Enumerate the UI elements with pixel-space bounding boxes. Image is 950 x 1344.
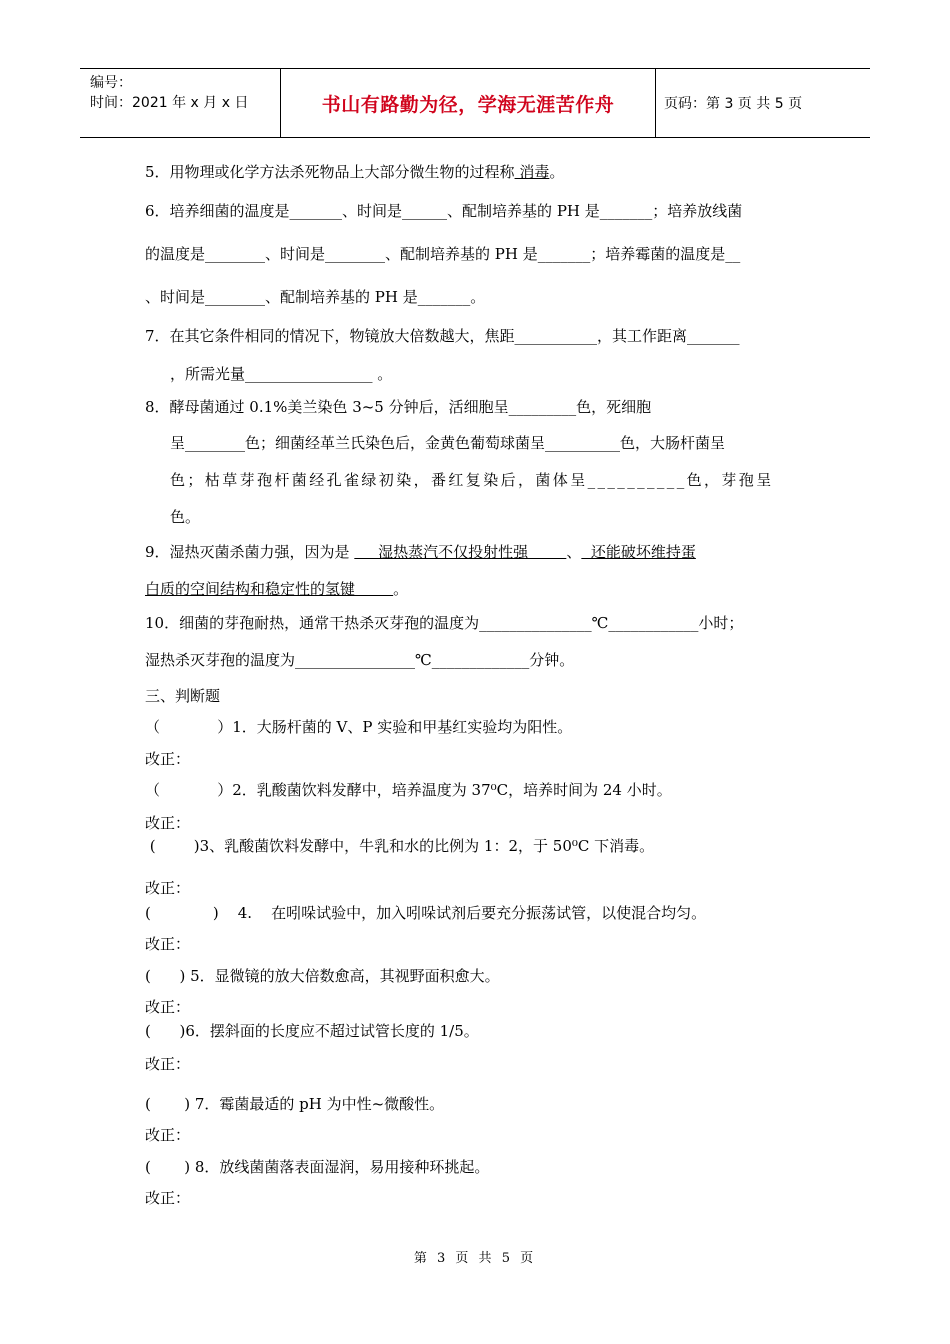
correction-3: 改正： [145,879,191,897]
question-6-line-1: 6．培养细菌的温度是_______、时间是______、配制培养基的 PH 是_______；培养放线菌 [145,202,743,220]
judge-8: ( ) 8．放线菌菌落表面湿润，易用接种环挑起。 [145,1158,490,1176]
judge-3: ( )3、乳酸菌饮料发酵中，牛乳和水的比例为 1：2，于 50⁰C 下消毒。 [145,837,655,855]
q9-sep: 、 [566,543,582,561]
question-6-line-2: 的温度是________、时间是________、配制培养基的 PH 是_______；培养霉菌的温度是__ [145,245,741,263]
question-8-line-4: 色。 [170,508,201,526]
number-label: 编号： [90,75,132,91]
question-10-line-1: 10．细菌的芽孢耐热，通常干热杀灭芽孢的温度为_______________℃____________小时； [145,614,744,632]
judge-5: ( ) 5．显微镜的放大倍数愈高，其视野面积愈大。 [145,967,500,985]
header-motto [280,69,656,137]
judge-6: ( )6．摆斜面的长度应不超过试管长度的 1/5。 [145,1022,479,1040]
question-5 [145,161,564,182]
question-10-line-2: 湿热杀灭芽孢的温度为________________℃_____________分钟。 [145,651,575,669]
time-label: 时间：2021 年 x 月 x 日 [90,95,249,111]
judge-1: （ ）1．大肠杆菌的 V、P 实验和甲基红实验均为阳性。 [145,718,573,736]
correction-4: 改正： [145,935,191,953]
q9-end: 。 [393,580,409,598]
question-9-line-2 [145,578,408,599]
q9-answer-2: 还能破坏维持蛋 [581,543,696,561]
q5-text: 5．用物理或化学方法杀死物品上大部分微生物的过程称 [145,163,515,181]
question-9-line-1 [145,541,696,562]
q9-answer-1: 湿热蒸汽不仅投射性强 [354,543,567,561]
q9-answer-2-cont: 白质的空间结构和稳定性的氢键 [145,580,394,598]
question-8-line-1: 8．酵母菌通过 0.1%美兰染色 3~5 分钟后，活细胞呈_________色，死细胞 [145,398,652,416]
page-footer: 第 3 页 共 5 页 [413,1251,537,1266]
judge-4: ( ) 4. 在吲哚试验中，加入吲哚试剂后要充分振荡试管，以使混合均匀。 [145,904,707,922]
q9-text: 9．湿热灭菌杀菌力强，因为是 [145,543,355,561]
judge-2: （ ）2．乳酸菌饮料发酵中，培养温度为 37⁰C，培养时间为 24 小时。 [145,781,672,799]
motto-text: 书山有路勤为径，学海无涯苦作舟 [321,93,615,116]
correction-1: 改正： [145,750,191,768]
correction-8: 改正： [145,1189,191,1207]
correction-7: 改正： [145,1126,191,1144]
correction-6: 改正： [145,1055,191,1073]
section-3-title: 三、判断题 [145,687,221,705]
header-page-info: 页码：第 3 页 共 5 页 [664,96,803,112]
question-8-line-3: 色；枯草芽孢杆菌经孔雀绿初染，番红复染后，菌体呈__________色，芽孢呈 [170,471,774,489]
correction-5: 改正： [145,998,191,1016]
q5-end: 。 [549,163,565,181]
question-6-line-3: 、时间是________、配制培养基的 PH 是_______。 [145,288,486,306]
question-7-line-1: 7．在其它条件相同的情况下，物镜放大倍数越大，焦距___________，其工作距离_______ [145,327,740,345]
correction-2: 改正： [145,814,191,832]
judge-7: ( ) 7．霉菌最适的 pH 为中性~微酸性。 [145,1095,445,1113]
page-header [80,68,870,138]
question-8-line-2: 呈________色；细菌经革兰氏染色后，金黄色葡萄球菌呈__________色，大肠杆菌呈 [170,434,726,452]
q5-answer: 消毒 [514,163,550,181]
header-meta [80,69,280,137]
question-7-line-2: ，所需光量_________________ 。 [170,365,393,383]
